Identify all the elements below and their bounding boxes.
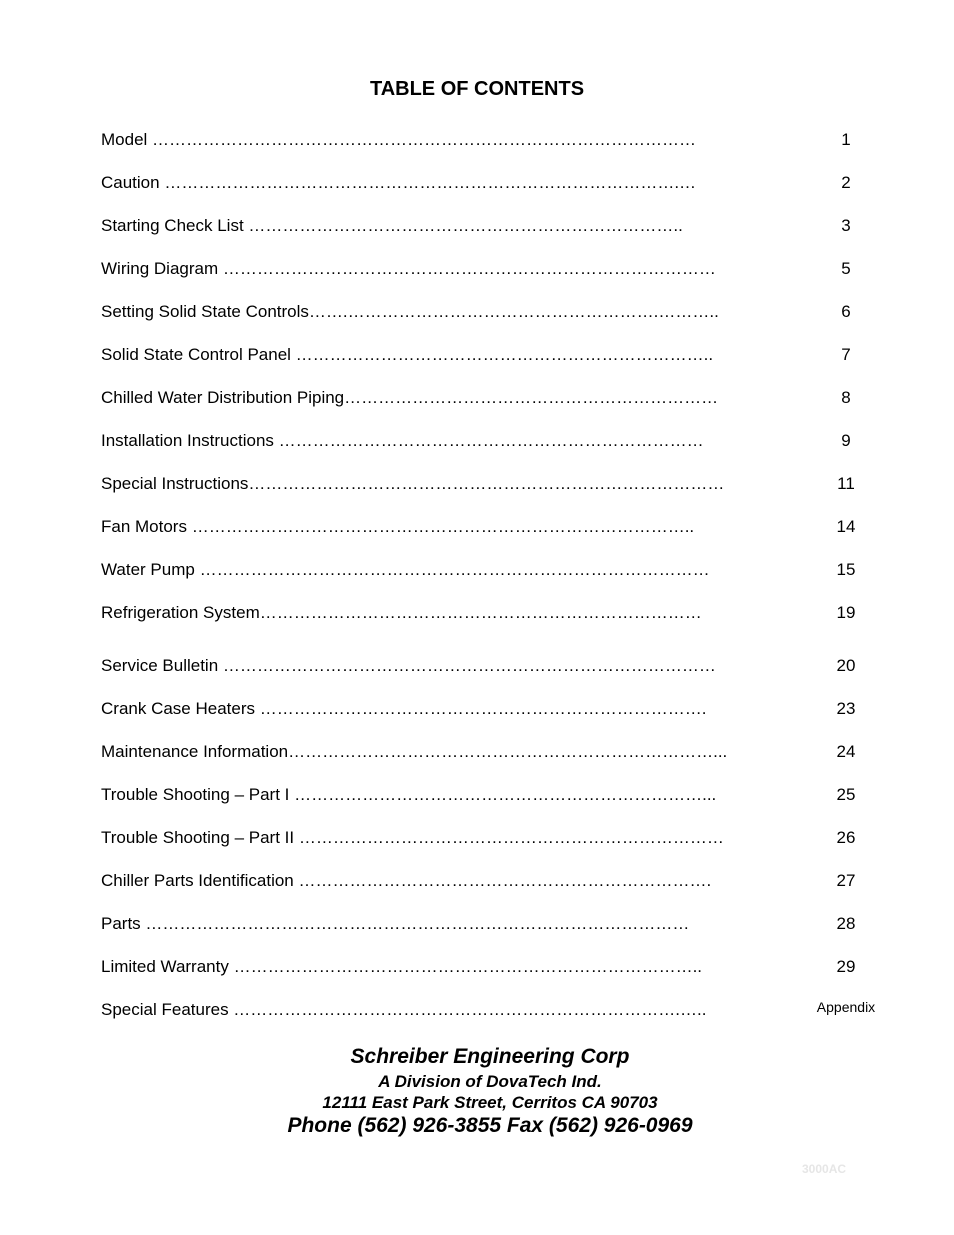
toc-label: Chilled Water Distribution Piping………………………………………………………… bbox=[101, 388, 719, 407]
toc-entry-service-bulletin bbox=[101, 654, 901, 678]
toc-entry-model bbox=[101, 128, 901, 152]
company-division: A Division of DovaTech Ind. bbox=[378, 1072, 602, 1091]
toc-page-number: 8 bbox=[841, 388, 851, 407]
toc-entry-special-features bbox=[101, 998, 901, 1022]
toc-page-number: 7 bbox=[841, 345, 851, 364]
toc-page-number: 2 bbox=[841, 173, 851, 192]
toc-entry-setting-solid-state-controls bbox=[101, 300, 901, 324]
toc-entry-caution bbox=[101, 171, 901, 195]
toc-page-number: 14 bbox=[836, 517, 856, 536]
toc-entry-parts bbox=[101, 912, 901, 936]
toc-label: Fan Motors …………………………………………………………………………….. bbox=[101, 517, 695, 536]
toc-page-number: 29 bbox=[836, 957, 856, 976]
toc-page-number: 23 bbox=[836, 699, 856, 718]
toc-label: Setting Solid State Controls…….……………………………………………….……….. bbox=[101, 302, 719, 321]
toc-label: Trouble Shooting – Part II ………………………………………………………………… bbox=[101, 828, 724, 847]
toc-entry-crank-case-heaters bbox=[101, 697, 901, 721]
company-address: 12111 East Park Street, Cerritos CA 90703 bbox=[322, 1093, 658, 1112]
toc-page-number: 5 bbox=[841, 259, 851, 278]
toc-entry-solid-state-control-panel bbox=[101, 343, 901, 367]
toc-label: Wiring Diagram …………………………………………………………………………… bbox=[101, 259, 716, 278]
toc-page-number: 20 bbox=[836, 656, 856, 675]
toc-entry-fan-motors bbox=[101, 515, 901, 539]
toc-label: Water Pump ……………………………………………………………………………… bbox=[101, 560, 710, 579]
toc-label: Special Instructions………………………………………………………………………… bbox=[101, 474, 725, 493]
toc-label: Installation Instructions ………………………………………………………………… bbox=[101, 431, 704, 450]
toc-page-number: 19 bbox=[836, 603, 856, 622]
toc-page-number: 25 bbox=[836, 785, 856, 804]
toc-page-number: 27 bbox=[836, 871, 856, 890]
toc-entry-wiring-diagram bbox=[101, 257, 901, 281]
toc-page-number: 1 bbox=[841, 130, 851, 149]
toc-page-number: 6 bbox=[841, 302, 851, 321]
toc-label: Crank Case Heaters ……………………………………………………………………. bbox=[101, 699, 707, 718]
toc-page-number: 28 bbox=[836, 914, 856, 933]
toc-label: Model …………………………………………………………………………………… bbox=[101, 130, 697, 149]
toc-label: Starting Check List ………………………………………………………………….. bbox=[101, 216, 683, 235]
document-number: 3000AC bbox=[802, 1162, 847, 1176]
toc-label: Trouble Shooting – Part I ………………………………………………………………... bbox=[101, 785, 717, 804]
toc-page-number: 9 bbox=[841, 431, 851, 450]
toc-label: Chiller Parts Identification ………………………………………………………………. bbox=[101, 871, 712, 890]
toc-page-number: 15 bbox=[836, 560, 856, 579]
toc-entry-installation-instructions bbox=[101, 429, 901, 453]
toc-page-number: 26 bbox=[836, 828, 856, 847]
toc-label: Special Features …………………………………………………………………….….. bbox=[101, 1000, 707, 1019]
toc-label: Limited Warranty ……………………………………………………………………….. bbox=[101, 957, 703, 976]
toc-entry-trouble-shooting-part-2 bbox=[101, 826, 901, 850]
toc-entry-trouble-shooting-part-1 bbox=[101, 783, 901, 807]
toc-page-number: 3 bbox=[841, 216, 851, 235]
toc-label: Maintenance Information…………………………………………………………………... bbox=[101, 742, 728, 761]
toc-entry-starting-check-list bbox=[101, 214, 901, 238]
toc-entry-special-instructions bbox=[101, 472, 901, 496]
toc-entry-chilled-water-distribution-piping bbox=[101, 386, 901, 410]
toc-label: Parts …………………………………………………………………………………… bbox=[101, 914, 690, 933]
toc-entry-refrigeration-system bbox=[101, 601, 901, 625]
toc-entry-limited-warranty bbox=[101, 955, 901, 979]
toc-page-number: Appendix bbox=[816, 999, 876, 1015]
toc-label: Service Bulletin …………………………………………………………………………… bbox=[101, 656, 716, 675]
page-title: TABLE OF CONTENTS bbox=[369, 78, 585, 100]
toc-label: Refrigeration System…………………………………………………………………… bbox=[101, 603, 702, 622]
toc-label: Caution ……………………………………………………………………………….… bbox=[101, 173, 697, 192]
toc-page-number: 11 bbox=[837, 474, 855, 493]
toc-entry-chiller-parts-identification bbox=[101, 869, 901, 893]
toc-entry-maintenance-information bbox=[101, 740, 901, 764]
toc-page-number: 24 bbox=[836, 742, 856, 761]
toc-label: Solid State Control Panel ……………………………………………………………….. bbox=[101, 345, 714, 364]
company-phone-fax: Phone (562) 926-3855 Fax (562) 926-0969 bbox=[287, 1114, 693, 1137]
company-name: Schreiber Engineering Corp bbox=[350, 1045, 630, 1068]
toc-entry-water-pump bbox=[101, 558, 901, 582]
